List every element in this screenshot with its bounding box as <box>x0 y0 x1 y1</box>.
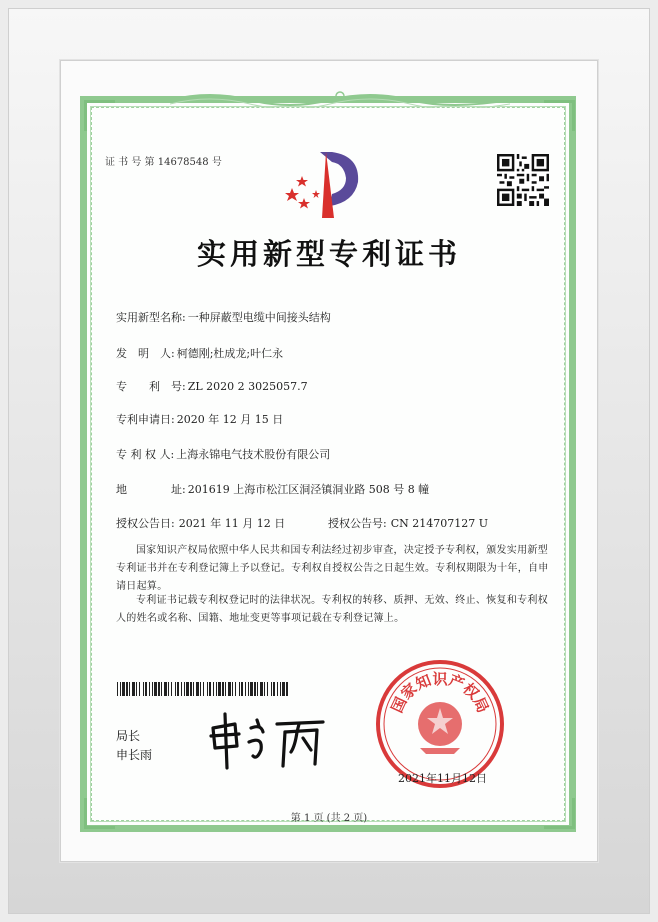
grant-date-label: 授权公告日: <box>116 517 175 530</box>
barcode-bar <box>260 682 263 696</box>
barcode-bar <box>164 682 167 696</box>
field-label: 发 明 人: <box>116 347 175 360</box>
barcode-bar <box>171 682 172 696</box>
director-title: 局长 <box>116 729 141 743</box>
grant-number-value: CN 214707127 U <box>390 517 489 530</box>
barcode-bar <box>136 682 137 696</box>
barcode-bar <box>161 682 162 696</box>
barcode-bar <box>132 682 135 696</box>
certificate-number-label: 证 书 号 第 <box>105 157 155 168</box>
certificate-number <box>105 153 222 168</box>
seal-character: 国 <box>387 694 411 716</box>
barcode-bar <box>271 682 272 696</box>
barcode-bar <box>193 682 194 696</box>
barcode-bar <box>282 682 285 696</box>
field-value: 一种屏蔽型电缆中间接头结构 <box>187 311 331 324</box>
patent-office-logo-icon <box>282 148 366 220</box>
field-value: 2020 年 12 月 15 日 <box>176 413 284 426</box>
field-label: 实用新型名称: <box>116 311 186 324</box>
barcode-bar <box>248 682 249 696</box>
barcode-bar <box>154 682 157 696</box>
barcode-bar <box>241 682 243 696</box>
field-utility-model-name <box>116 309 331 325</box>
barcode-bar <box>168 682 169 696</box>
seal-character: 权 <box>459 679 483 703</box>
barcode-bar <box>277 682 278 696</box>
barcode-bar <box>225 682 226 696</box>
barcode-bar <box>267 682 268 696</box>
field-application-date <box>116 411 283 427</box>
barcode-bar <box>273 682 275 696</box>
field-patent-number <box>116 378 308 394</box>
barcode-bar <box>149 682 150 696</box>
certificate-title: 实用新型专利证书 <box>196 237 461 271</box>
director-name: 申长雨 <box>116 748 153 762</box>
barcode-bar <box>181 682 182 696</box>
barcode-bar <box>139 682 140 696</box>
seal-character: 局 <box>469 694 493 716</box>
barcode-bar <box>216 682 217 696</box>
field-label: 专利申请日: <box>116 413 175 426</box>
grant-date-value: 2021 年 11 月 12 日 <box>178 517 286 530</box>
barcode-bar <box>209 682 211 696</box>
signature-image <box>205 706 335 776</box>
grant-date <box>116 515 285 531</box>
certificate-number-value: 14678548 <box>157 157 209 168</box>
page-number: 第 1 页 (共 2 页) <box>290 813 368 824</box>
barcode-bar <box>177 682 179 696</box>
field-label: 专 利 号: <box>116 380 186 393</box>
corner-ornament <box>544 100 575 131</box>
barcode-bar <box>250 682 253 696</box>
field-label: 专 利 权 人: <box>116 448 175 461</box>
certificate-number-suffix: 号 <box>211 157 222 168</box>
field-inventors <box>116 345 283 361</box>
barcode-bar <box>184 682 185 696</box>
field-value: 201619 上海市松江区洞泾镇洞业路 508 号 8 幢 <box>187 483 430 496</box>
barcode-bar <box>286 682 288 696</box>
seal-date: 2021年11月12日 <box>398 772 487 785</box>
field-value: ZL 2020 2 3025057.7 <box>187 380 308 393</box>
barcode-bar <box>129 682 130 696</box>
barcode-bar <box>280 682 281 696</box>
seal-character: 识 <box>432 670 448 688</box>
barcode-bar <box>228 682 231 696</box>
barcode-bar <box>203 682 204 696</box>
barcode-bar <box>122 682 125 696</box>
barcode-bar <box>239 682 240 696</box>
barcode-bar <box>120 682 121 696</box>
grant-number-label: 授权公告号: <box>328 517 387 530</box>
barcode-bar <box>207 682 208 696</box>
barcode-bar <box>218 682 221 696</box>
barcode-icon <box>117 682 291 696</box>
barcode-bar <box>196 682 199 696</box>
seal-character: 家 <box>397 679 421 703</box>
field-value: 上海永锦电气技术股份有限公司 <box>176 448 331 461</box>
corner-ornament <box>84 100 115 131</box>
barcode-bar <box>117 682 118 696</box>
seal-character: 知 <box>413 671 434 694</box>
barcode-bar <box>145 682 147 696</box>
grant-number <box>328 515 488 531</box>
legal-paragraph: 专利证书记载专利权登记时的法律状况。专利权的转移、质押、无效、终止、恢复和专利权人的姓名或名称、国籍、地址变更等事项记载在专利登记簿上。 <box>116 595 548 624</box>
barcode-bar <box>222 682 224 696</box>
field-value: 柯德刚;杜成龙;叶仁永 <box>176 347 284 360</box>
qr-code-icon <box>497 153 549 207</box>
barcode-bar <box>158 682 160 696</box>
barcode-bar <box>264 682 265 696</box>
barcode-bar <box>235 682 236 696</box>
barcode-bar <box>152 682 153 696</box>
barcode-bar <box>126 682 128 696</box>
barcode-bar <box>257 682 258 696</box>
field-label: 地 址: <box>116 483 186 496</box>
barcode-bar <box>200 682 201 696</box>
barcode-bar <box>143 682 144 696</box>
field-patentee <box>116 446 330 462</box>
barcode-bar <box>186 682 189 696</box>
field-address <box>116 481 429 497</box>
top-ornament <box>170 88 510 108</box>
barcode-bar <box>213 682 214 696</box>
seal-character: 产 <box>446 671 467 694</box>
barcode-bar <box>232 682 233 696</box>
barcode-bar <box>190 682 192 696</box>
barcode-bar <box>245 682 246 696</box>
barcode-bar <box>175 682 176 696</box>
legal-paragraph: 国家知识产权局依照中华人民共和国专利法经过初步审查，决定授予专利权，颁发实用新型专利证书并在专利登记簿上予以登记。专利权自授权公告之日起生效。专利权期限为十年，自申请日起算。 <box>116 545 549 592</box>
barcode-bar <box>254 682 256 696</box>
